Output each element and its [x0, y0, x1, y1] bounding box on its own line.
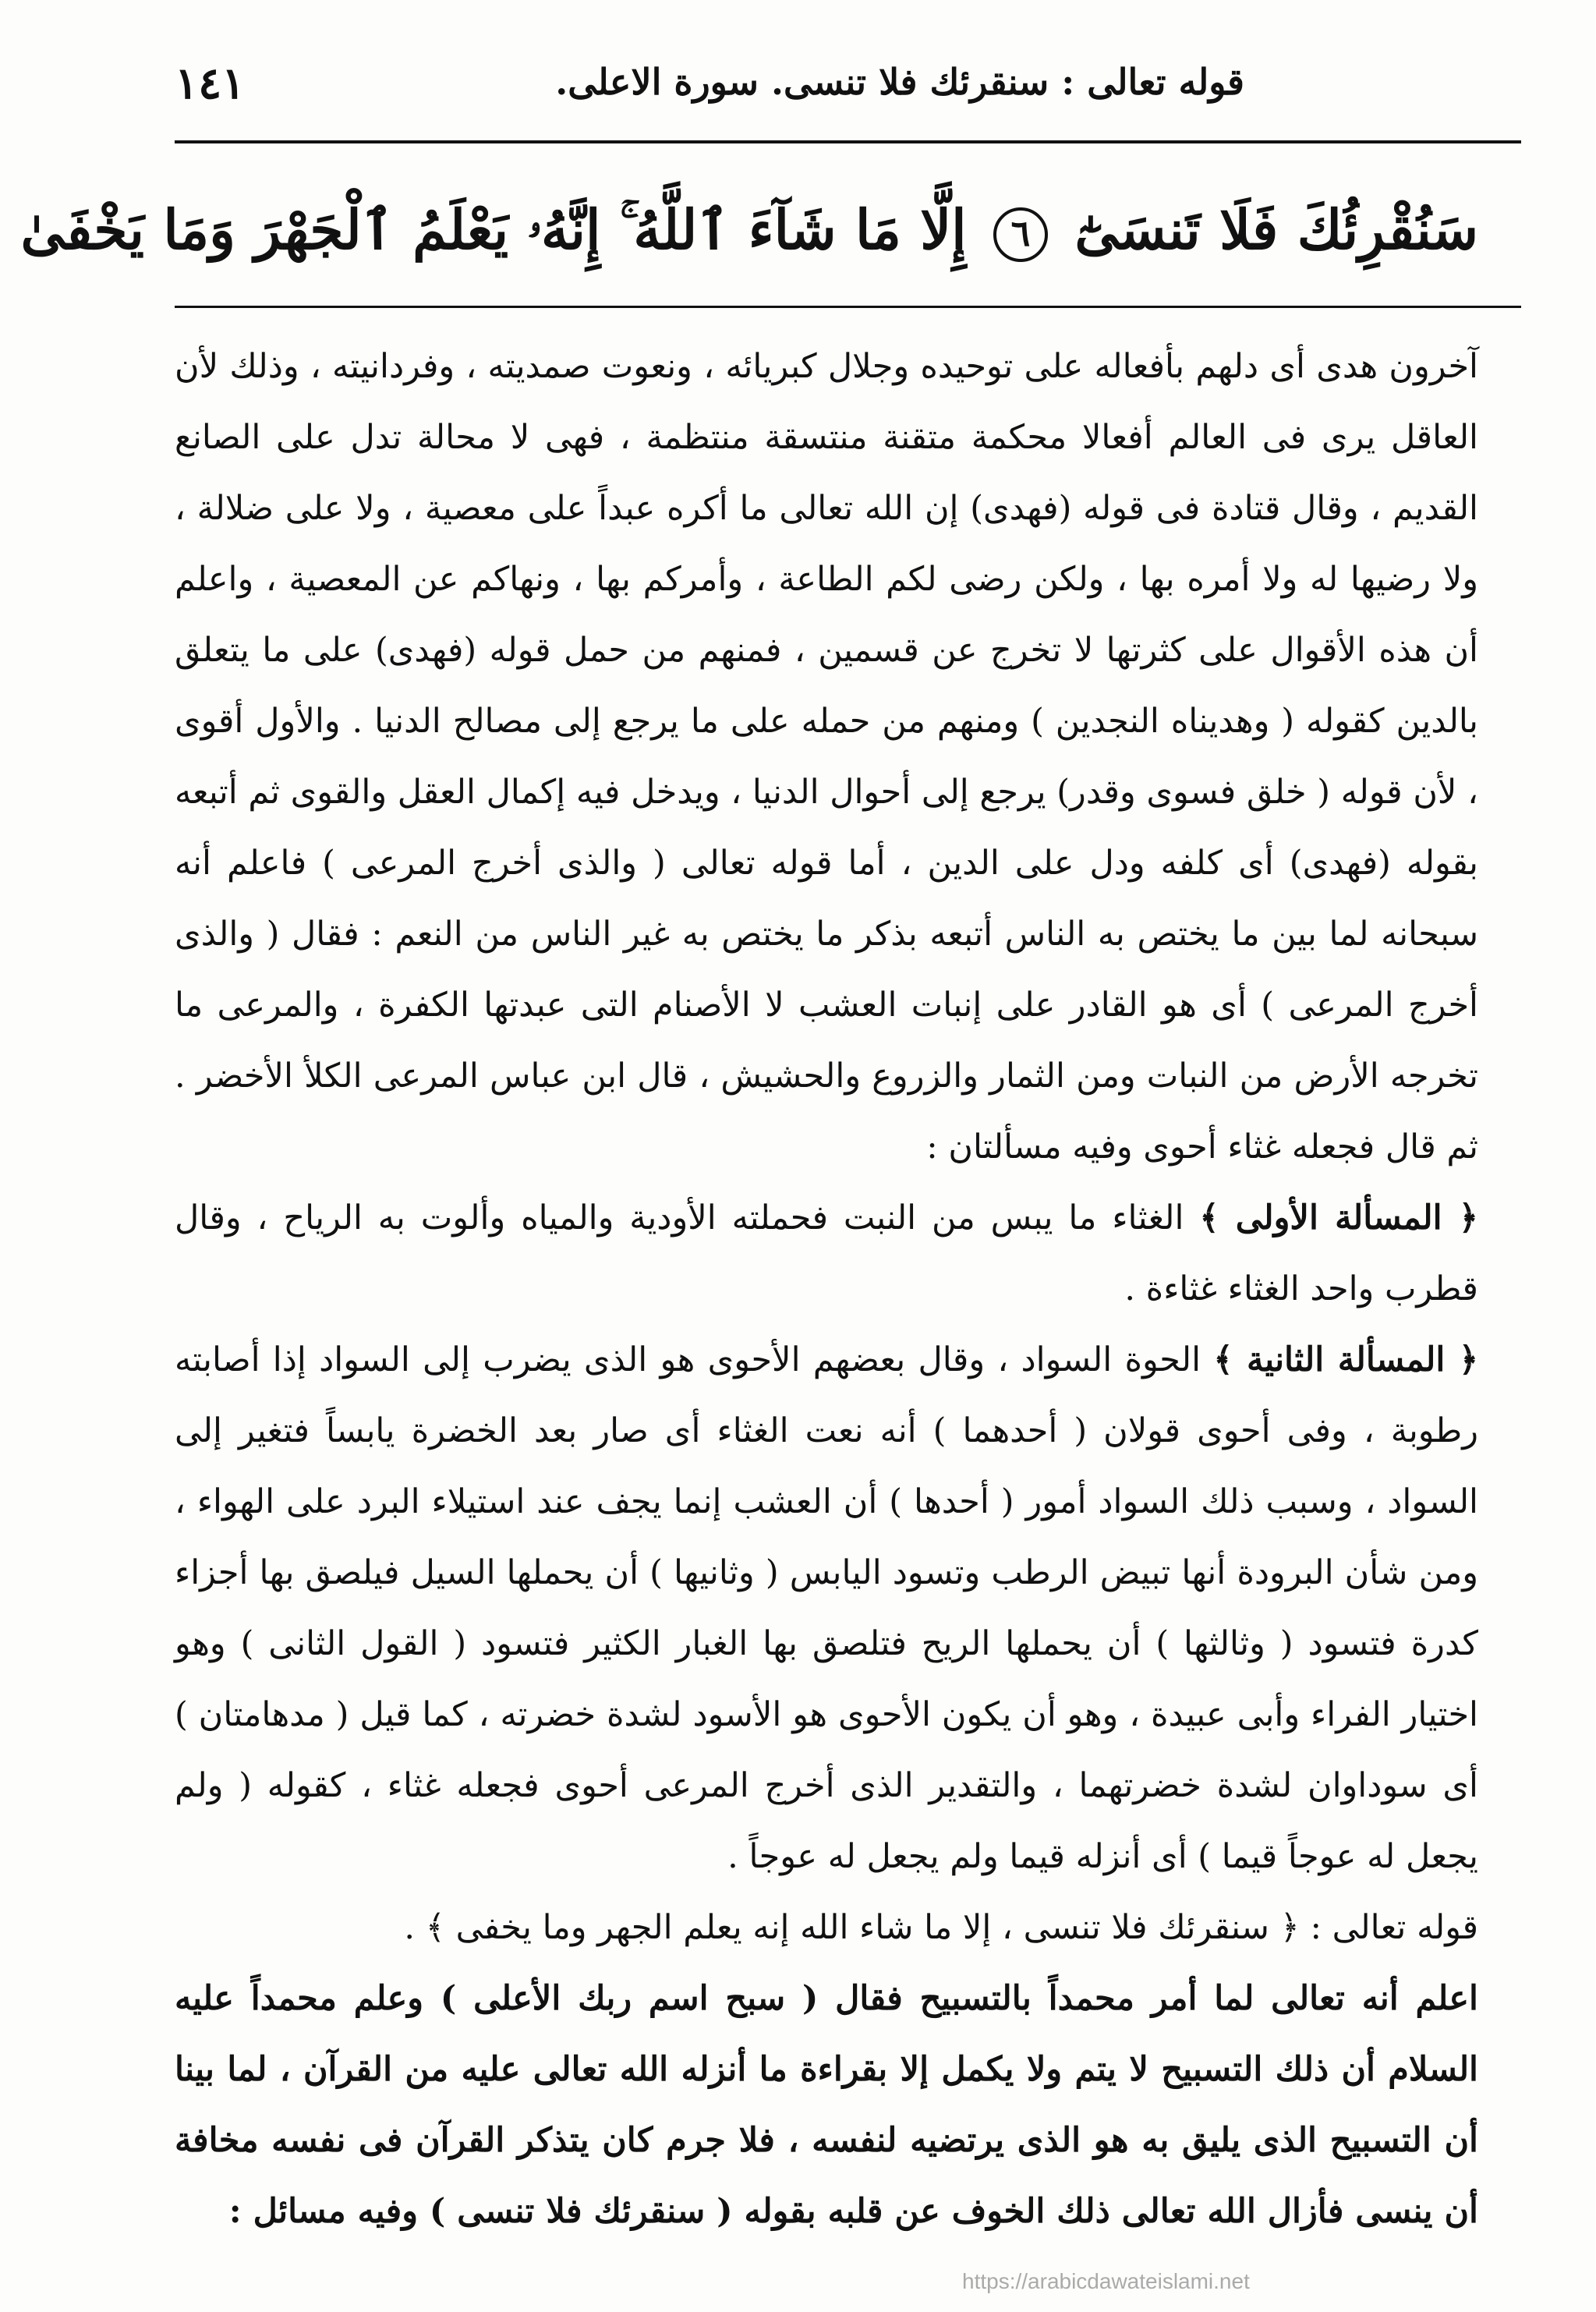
verse-part-1: سَنُقْرِئُكَ فَلَا تَنسَىٰٓ: [1075, 197, 1479, 262]
first-issue-text: الغثاء ما يبس من النبت فحملته الأودية والمياه وألوت به الرياح ، وقال قطرب واحد الغثاء غثاءة .: [175, 1198, 1479, 1308]
first-issue-heading: ﴿ المسألة الأولى ﴾: [1200, 1198, 1479, 1237]
paragraph-3: [175, 1325, 1479, 1892]
running-header: [175, 58, 1479, 131]
source-watermark: https://arabicdawateislami.net: [963, 2269, 1251, 2293]
second-issue-heading: ﴿ المسألة الثانية ﴾: [1214, 1340, 1480, 1379]
verse-part-2: إِلَّا مَا شَآءَ ٱللَّهُ ۚ إِنَّهُۥ يَعْلَمُ ٱلْجَهْرَ وَمَا يَخْفَىٰ: [21, 197, 968, 262]
paragraph-1: آخرون هدى أى دلهم بأفعاله على توحيده وجلال كبريائه ، ونعوت صمديته ، وفردانيته ، وذلك لأن العاقل يرى فى العالم أفعالا محكمة متقنة منتسقة منتظمة ، فهى لا محالة تدل على الصانع القديم ، وقال قتادة فى قوله (فهدى) إن الله تعالى ما أكره عبداً على معصية ، ولا على ضلالة ، ولا رضيها له ولا أمره بها ، ولكن رضى لكم الطاعة ، وأمركم بها ، ونهاكم عن المعصية ، واعلم أن هذه الأقوال على كثرتها لا تخرج عن قسمين ، فمنهم من حمل قوله (فهدى) على ما يتعلق بالدين كقوله ( وهديناه النجدين ) ومنهم من حمله على ما يرجع إلى مصالح الدنيا . والأول أقوى ، لأن قوله ( خلق فسوى وقدر) يرجع إلى أحوال الدنيا ، ويدخل فيه إكمال العقل والقوى ثم أتبعه بقوله (فهدى) أى كلفه ودل على الدين ، أما قوله تعالى ( والذى أخرج المرعى ) فاعلم أنه سبحانه لما بين ما يختص به الناس أتبعه بذكر ما يختص به غير الناس من النعم : فقال ( والذى أخرج المرعى ) أى هو القادر على إنبات العشب لا الأصنام التى عبدتها الكفرة ، والمرعى ما تخرجه الأرض من النبات ومن الثمار والزروع والحشيش ، قال ابن عباس المرعى الكلأ الأخضر . ثم قال فجعله غثاء أحوى وفيه مسألتان :: [175, 347, 1480, 1167]
page-number: ١٤١: [175, 58, 246, 109]
header-divider: [175, 140, 1522, 143]
verse-divider: [175, 306, 1522, 308]
commentary-body: [175, 331, 1479, 2247]
quran-verse: [21, 179, 1479, 281]
second-issue-text: الحوة السواد ، وقال بعضهم الأحوى هو الذى يضرب إلى السواد إذا أصابته رطوبة ، وفى أحوى قولان ( أحدهما ) أنه نعت الغثاء أى صار بعد الخضرة يابساً فتغير إلى السواد ، وسبب ذلك السواد أمور ( أحدها ) أن العشب إنما يجف عند استيلاء البرد على الهواء ، ومن شأن البرودة أنها تبيض الرطب وتسود اليابس ( وثانيها ) أن يحملها السيل فيلصق بها أجزاء كدرة فتسود ( وثالثها ) أن يحملها الريح فتلصق بها الغبار الكثير فتسود ( القول الثانى ) وهو اختيار الفراء وأبى عبيدة ، وهو أن يكون الأحوى هو الأسود لشدة خضرته ، كما قيل ( مدهامتان ) أى سوداوان لشدة خضرتهما ، والتقدير الذى أخرج المرعى أحوى فجعله غثاء ، كقوله ( ولم يجعل له عوجاً قيما ) أى أنزله قيما ولم يجعل له عوجاً .: [175, 1340, 1479, 1876]
paragraph-4: قوله تعالى : ﴿ سنقرئك فلا تنسى ، إلا ما شاء الله إنه يعلم الجهر وما يخفى ﴾ .: [405, 1908, 1479, 1947]
paragraph-2: [175, 1183, 1479, 1325]
ayah-marker-6: ٦: [994, 207, 1049, 262]
chapter-title: قوله تعالى : سنقرئك فلا تنسى. سورة الاعلى.: [556, 61, 1245, 103]
paragraph-5: اعلم أنه تعالى لما أمر محمداً بالتسبيح فقال ( سبح اسم ربك الأعلى ) وعلم محمداً عليه السلام أن ذلك التسبيح لا يتم ولا يكمل إلا بقراءة ما أنزله الله تعالى عليه من القرآن ، لما بينا أن التسبيح الذى يليق به هو الذى يرتضيه لنفسه ، فلا جرم كان يتذكر القرآن فى نفسه مخافة أن ينسى فأزال الله تعالى ذلك الخوف عن قلبه بقوله ( سنقرئك فلا تنسى ) وفيه مسائل :: [175, 1979, 1479, 2231]
